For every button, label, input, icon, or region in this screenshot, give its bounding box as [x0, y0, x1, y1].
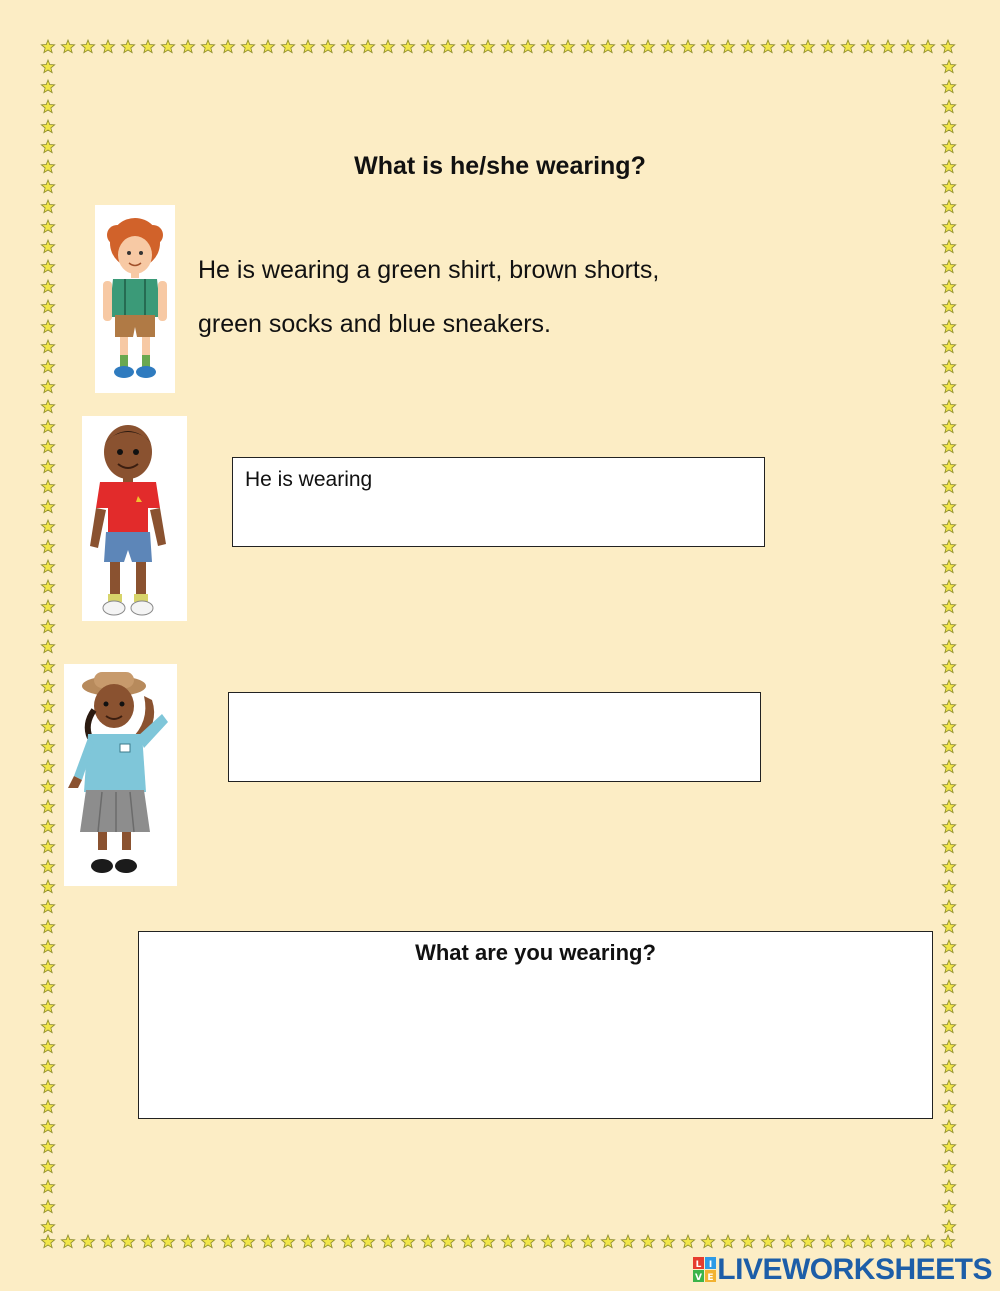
border-star-icon: [161, 1235, 174, 1248]
border-star-icon: [942, 180, 955, 193]
border-star-icon: [861, 1235, 874, 1248]
border-star-icon: [281, 1235, 294, 1248]
border-star-icon: [141, 40, 154, 53]
border-star-icon: [942, 1000, 955, 1013]
answer-box-1-prefix: He is wearing: [245, 468, 373, 491]
border-star-icon: [942, 480, 955, 493]
border-star-icon: [41, 520, 54, 533]
border-star-icon: [841, 1235, 854, 1248]
border-star-icon: [241, 40, 254, 53]
border-star-icon: [942, 220, 955, 233]
border-star-icon: [942, 820, 955, 833]
border-star-icon: [41, 420, 54, 433]
border-star-icon: [661, 40, 674, 53]
border-star-icon: [41, 960, 54, 973]
border-star-icon: [81, 40, 94, 53]
border-star-icon: [361, 40, 374, 53]
border-star-icon: [942, 540, 955, 553]
border-star-icon: [942, 1200, 955, 1213]
border-star-icon: [41, 1120, 54, 1133]
border-star-icon: [41, 560, 54, 573]
answer-input-2[interactable]: [241, 719, 750, 757]
border-star-icon: [41, 360, 54, 373]
bottom-question: What are you wearing?: [415, 940, 656, 965]
border-star-icon: [942, 1060, 955, 1073]
border-star-icon: [942, 280, 955, 293]
border-star-icon: [41, 860, 54, 873]
border-star-icon: [942, 940, 955, 953]
border-star-icon: [101, 1235, 114, 1248]
border-star-icon: [141, 1235, 154, 1248]
border-star-icon: [942, 120, 955, 133]
border-star-icon: [441, 1235, 454, 1248]
border-star-icon: [942, 700, 955, 713]
border-star-icon: [41, 660, 54, 673]
border-star-icon: [41, 220, 54, 233]
border-star-icon: [41, 1235, 54, 1248]
border-star-icon: [501, 1235, 514, 1248]
border-star-icon: [41, 460, 54, 473]
border-star-icon: [461, 1235, 474, 1248]
border-star-icon: [881, 40, 894, 53]
border-star-icon: [61, 1235, 74, 1248]
border-star-icon: [281, 40, 294, 53]
border-star-icon: [261, 1235, 274, 1248]
border-star-icon: [942, 260, 955, 273]
border-star-icon: [942, 140, 955, 153]
border-star-icon: [942, 660, 955, 673]
border-star-icon: [901, 40, 914, 53]
border-star-icon: [581, 1235, 594, 1248]
border-star-icon: [942, 920, 955, 933]
border-star-icon: [942, 340, 955, 353]
border-star-icon: [41, 920, 54, 933]
border-star-icon: [821, 40, 834, 53]
border-star-icon: [41, 720, 54, 733]
border-star-icon: [421, 1235, 434, 1248]
example-sentence-line-2: green socks and blue sneakers.: [198, 310, 551, 338]
border-star-icon: [761, 40, 774, 53]
border-star-icon: [41, 760, 54, 773]
border-star-icon: [41, 300, 54, 313]
border-star-icon: [41, 980, 54, 993]
border-star-icon: [41, 200, 54, 213]
border-star-icon: [942, 760, 955, 773]
border-star-icon: [221, 40, 234, 53]
border-star-icon: [41, 800, 54, 813]
border-star-icon: [181, 40, 194, 53]
border-star-icon: [942, 580, 955, 593]
border-star-icon: [681, 40, 694, 53]
page-title: What is he/she wearing?: [354, 152, 646, 180]
border-star-icon: [41, 60, 54, 73]
border-star-icon: [942, 1040, 955, 1053]
border-star-icon: [942, 860, 955, 873]
border-star-icon: [81, 1235, 94, 1248]
border-star-icon: [781, 40, 794, 53]
svg-text:I: I: [709, 1260, 713, 1270]
border-star-icon: [41, 780, 54, 793]
border-star-icon: [942, 960, 955, 973]
border-star-icon: [41, 40, 54, 53]
border-star-icon: [121, 40, 134, 53]
border-star-icon: [521, 40, 534, 53]
border-star-icon: [942, 1220, 955, 1233]
border-star-icon: [942, 300, 955, 313]
border-star-icon: [41, 880, 54, 893]
border-star-icon: [942, 800, 955, 813]
boy-example-picture: [95, 205, 175, 393]
border-star-icon: [942, 740, 955, 753]
border-star-icon: [581, 40, 594, 53]
border-star-icon: [942, 560, 955, 573]
watermark-text: LIVEWORKSHEETS: [717, 1253, 992, 1286]
border-star-icon: [942, 900, 955, 913]
example-sentence-line-1: He is wearing a green shirt, brown shorts,: [198, 256, 660, 284]
border-star-icon: [321, 1235, 334, 1248]
border-star-icon: [41, 940, 54, 953]
svg-text:V: V: [695, 1273, 703, 1283]
border-star-icon: [41, 900, 54, 913]
border-star-icon: [41, 620, 54, 633]
border-star-icon: [942, 640, 955, 653]
border-star-icon: [41, 320, 54, 333]
border-star-icon: [41, 1080, 54, 1093]
border-star-icon: [41, 640, 54, 653]
border-star-icon: [601, 40, 614, 53]
border-star-icon: [641, 1235, 654, 1248]
border-star-icon: [361, 1235, 374, 1248]
border-star-icon: [521, 1235, 534, 1248]
border-star-icon: [681, 1235, 694, 1248]
border-star-icon: [41, 120, 54, 133]
bottom-answer-input[interactable]: [155, 992, 919, 1034]
border-star-icon: [101, 40, 114, 53]
border-star-icon: [942, 1080, 955, 1093]
border-star-icon: [161, 40, 174, 53]
border-star-icon: [41, 260, 54, 273]
border-star-icon: [942, 1020, 955, 1033]
border-star-icon: [841, 40, 854, 53]
border-star-icon: [942, 100, 955, 113]
border-star-icon: [321, 40, 334, 53]
border-star-icon: [801, 1235, 814, 1248]
border-star-icon: [41, 1140, 54, 1153]
border-star-icon: [41, 820, 54, 833]
border-star-icon: [41, 600, 54, 613]
border-star-icon: [942, 500, 955, 513]
border-star-icon: [461, 40, 474, 53]
border-star-icon: [401, 1235, 414, 1248]
border-star-icon: [942, 360, 955, 373]
border-star-icon: [942, 420, 955, 433]
bottom-answer-box[interactable]: [138, 931, 933, 1119]
liveworksheets-logo-icon: [693, 1257, 717, 1283]
border-star-icon: [421, 40, 434, 53]
border-star-icon: [41, 100, 54, 113]
border-star-icon: [942, 880, 955, 893]
border-star-icon: [41, 1000, 54, 1013]
border-star-icon: [601, 1235, 614, 1248]
border-star-icon: [942, 60, 955, 73]
border-star-icon: [481, 1235, 494, 1248]
border-star-icon: [881, 1235, 894, 1248]
border-star-icon: [41, 1200, 54, 1213]
border-star-icon: [942, 200, 955, 213]
border-star-icon: [921, 40, 934, 53]
border-star-icon: [221, 1235, 234, 1248]
border-star-icon: [41, 280, 54, 293]
border-star-icon: [942, 240, 955, 253]
answer-input-1[interactable]: [245, 498, 754, 536]
border-star-icon: [942, 680, 955, 693]
border-star-icon: [761, 1235, 774, 1248]
border-star-icon: [41, 700, 54, 713]
border-star-icon: [41, 1180, 54, 1193]
border-star-icon: [942, 780, 955, 793]
border-star-icon: [942, 520, 955, 533]
border-star-icon: [341, 40, 354, 53]
border-star-icon: [501, 40, 514, 53]
border-star-icon: [401, 40, 414, 53]
border-star-icon: [41, 80, 54, 93]
border-star-icon: [41, 840, 54, 853]
border-star-icon: [942, 80, 955, 93]
border-star-icon: [41, 480, 54, 493]
border-star-icon: [942, 400, 955, 413]
border-star-icon: [821, 1235, 834, 1248]
border-star-icon: [942, 380, 955, 393]
border-star-icon: [942, 440, 955, 453]
border-star-icon: [181, 1235, 194, 1248]
border-star-icon: [41, 380, 54, 393]
border-star-icon: [341, 1235, 354, 1248]
border-star-icon: [61, 40, 74, 53]
border-star-icon: [41, 1160, 54, 1173]
border-star-icon: [942, 620, 955, 633]
border-star-icon: [41, 340, 54, 353]
border-star-icon: [721, 1235, 734, 1248]
border-star-icon: [801, 40, 814, 53]
border-star-icon: [481, 40, 494, 53]
boy-red-shirt-picture: [82, 416, 187, 621]
border-star-icon: [541, 40, 554, 53]
border-star-icon: [201, 1235, 214, 1248]
border-star-icon: [861, 40, 874, 53]
border-star-icon: [41, 1060, 54, 1073]
border-star-icon: [942, 460, 955, 473]
border-star-icon: [921, 1235, 934, 1248]
border-star-icon: [641, 40, 654, 53]
border-star-icon: [261, 40, 274, 53]
border-star-icon: [441, 40, 454, 53]
border-star-icon: [942, 720, 955, 733]
border-star-icon: [661, 1235, 674, 1248]
border-star-icon: [741, 40, 754, 53]
border-star-icon: [901, 1235, 914, 1248]
border-star-icon: [41, 400, 54, 413]
border-star-icon: [621, 40, 634, 53]
svg-text:E: E: [707, 1273, 714, 1283]
svg-text:L: L: [695, 1260, 702, 1270]
border-star-icon: [741, 1235, 754, 1248]
border-star-icon: [381, 1235, 394, 1248]
liveworksheets-watermark: [693, 1253, 992, 1287]
border-star-icon: [41, 740, 54, 753]
border-star-icon: [41, 540, 54, 553]
border-star-icon: [701, 40, 714, 53]
border-star-icon: [41, 180, 54, 193]
border-star-icon: [301, 1235, 314, 1248]
border-star-icon: [621, 1235, 634, 1248]
border-star-icon: [942, 840, 955, 853]
border-star-icon: [942, 600, 955, 613]
border-star-icon: [941, 40, 954, 53]
border-star-icon: [942, 1180, 955, 1193]
border-star-icon: [41, 500, 54, 513]
border-star-icon: [561, 40, 574, 53]
girl-picture: [64, 664, 177, 886]
border-star-icon: [721, 40, 734, 53]
border-star-icon: [41, 440, 54, 453]
border-star-icon: [942, 1140, 955, 1153]
border-star-icon: [41, 1220, 54, 1233]
border-star-icon: [942, 1100, 955, 1113]
border-star-icon: [561, 1235, 574, 1248]
border-star-icon: [41, 240, 54, 253]
border-star-icon: [41, 1100, 54, 1113]
border-star-icon: [942, 320, 955, 333]
border-star-icon: [701, 1235, 714, 1248]
border-star-icon: [41, 680, 54, 693]
border-star-icon: [381, 40, 394, 53]
border-star-icon: [201, 40, 214, 53]
border-star-icon: [942, 1120, 955, 1133]
border-star-icon: [941, 1235, 954, 1248]
answer-box-1[interactable]: [232, 457, 765, 547]
border-star-icon: [301, 40, 314, 53]
border-star-icon: [541, 1235, 554, 1248]
border-star-icon: [942, 1160, 955, 1173]
border-star-icon: [241, 1235, 254, 1248]
border-star-icon: [41, 1020, 54, 1033]
border-star-icon: [121, 1235, 134, 1248]
answer-box-2[interactable]: [228, 692, 761, 782]
border-star-icon: [781, 1235, 794, 1248]
border-star-icon: [942, 980, 955, 993]
border-star-icon: [41, 1040, 54, 1053]
border-star-icon: [41, 140, 54, 153]
border-star-icon: [41, 580, 54, 593]
